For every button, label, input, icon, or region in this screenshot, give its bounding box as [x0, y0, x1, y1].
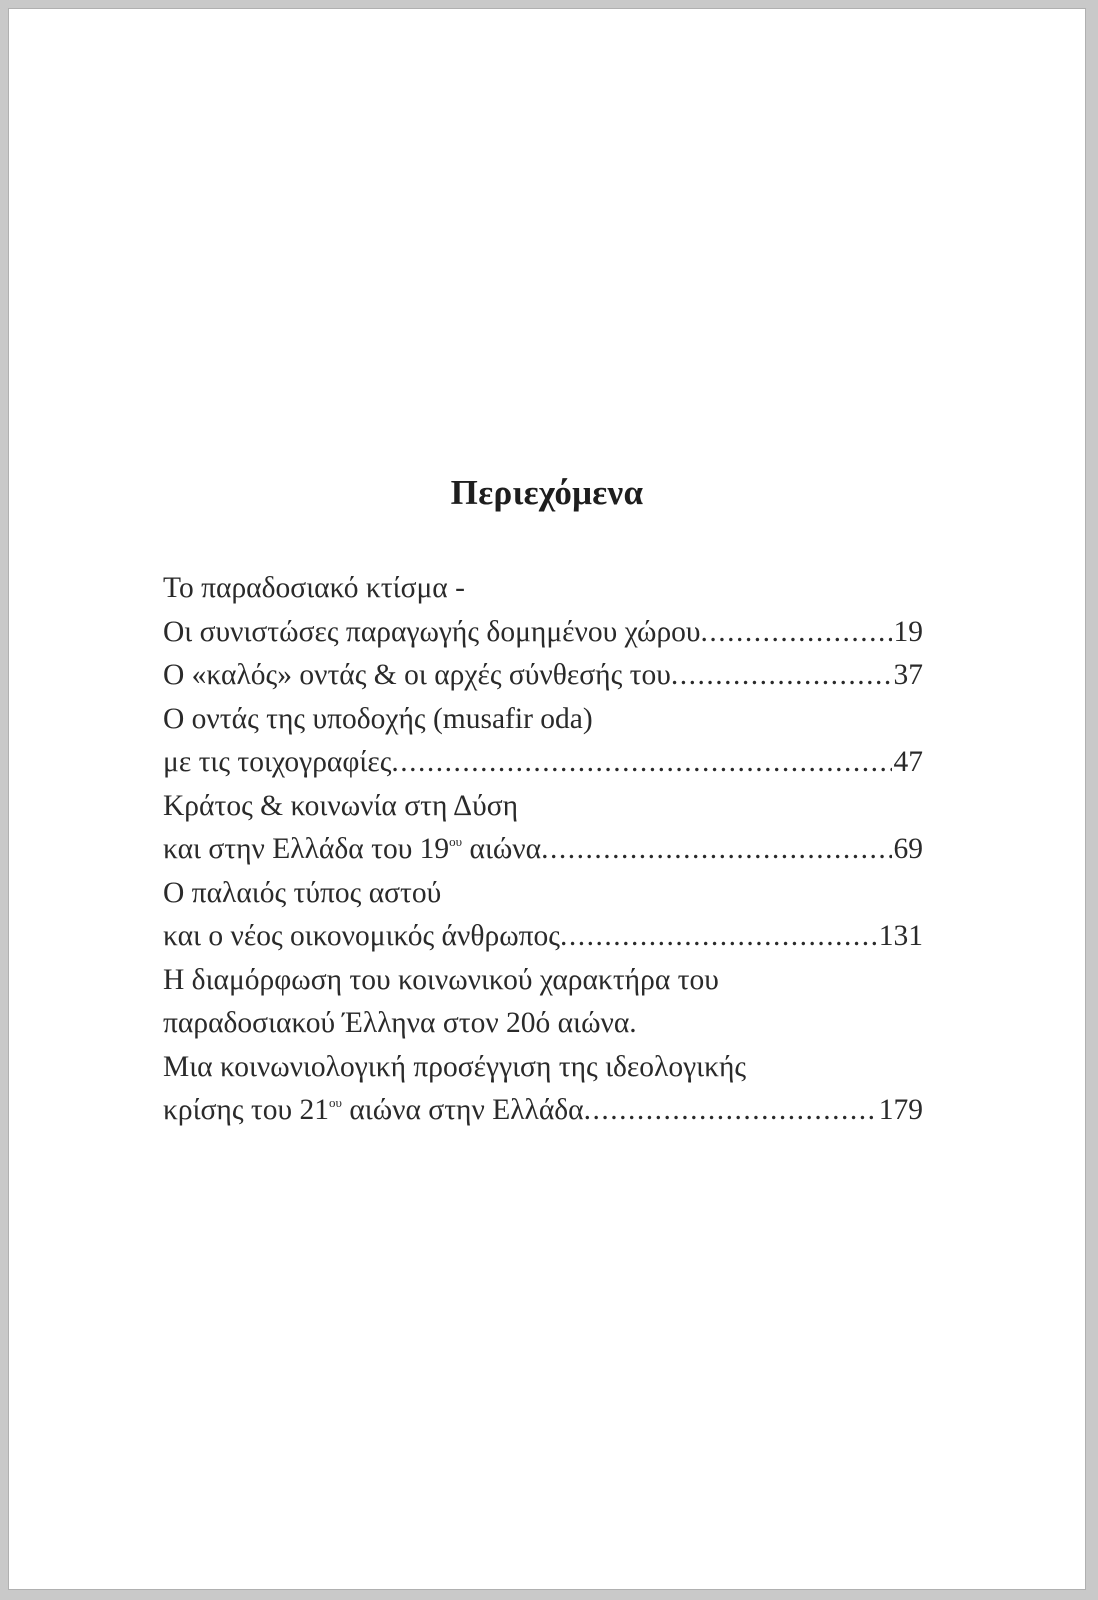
- dot-leader: [541, 828, 891, 872]
- toc-entry-text: Ο παλαιός τύπος αστού: [163, 876, 442, 909]
- dot-leader: [584, 1089, 877, 1133]
- toc-entry-text: Το παραδοσιακό κτίσμα -: [163, 572, 465, 604]
- toc-page-number: 69: [893, 833, 923, 865]
- toc-page-number: 37: [893, 659, 923, 691]
- toc-line: [163, 872, 923, 916]
- table-of-contents: [163, 567, 923, 1133]
- dot-leader: [560, 915, 877, 959]
- toc-line: [163, 1046, 923, 1090]
- toc-entry-text-part: αιώνα: [462, 833, 542, 865]
- toc-entry-text: Ο «καλός» οντάς & οι αρχές σύνθεσής του: [163, 659, 671, 691]
- page-title: Περιεχόμενα: [450, 473, 644, 512]
- toc-page-number: 47: [893, 746, 923, 778]
- document-page: [8, 8, 1086, 1590]
- toc-entry-text-part: αιώνα στην Ελλάδα: [341, 1094, 584, 1126]
- toc-entry-text: [163, 1089, 584, 1133]
- toc-line: [163, 959, 923, 1003]
- toc-entry-text: με τις τοιχογραφίες: [163, 746, 392, 778]
- toc-entry-text-part: και στην Ελλάδα του 19: [163, 833, 450, 865]
- toc-entry-text: Ο οντάς της υποδοχής (musafir oda): [163, 702, 593, 735]
- toc-line: [163, 1002, 923, 1046]
- toc-entry-text: Οι συνιστώσες παραγωγής δομημένου χώρου: [163, 615, 701, 648]
- toc-line: [163, 567, 923, 611]
- ordinal-superscript: ου: [329, 1095, 342, 1110]
- dot-leader: [701, 611, 892, 655]
- toc-line: [163, 741, 923, 785]
- toc-entry-text-part: κρίσης του 21: [163, 1094, 329, 1126]
- toc-line: [163, 828, 923, 872]
- dot-leader: [391, 741, 891, 785]
- toc-entry-text: Κράτος & κοινωνία στη Δύση: [163, 789, 519, 822]
- toc-entry-text: παραδοσιακού Έλληνα στον 20ό αιώνα.: [163, 1007, 637, 1039]
- toc-line: [163, 654, 923, 698]
- toc-line: [163, 785, 923, 829]
- toc-line: [163, 1089, 923, 1133]
- ordinal-superscript: ου: [449, 834, 463, 849]
- toc-line: [163, 611, 923, 655]
- toc-page-number: 179: [878, 1094, 923, 1126]
- toc-line: [163, 915, 923, 959]
- toc-line: [163, 698, 923, 742]
- toc-entry-text: Η διαμόρφωση του κοινωνικού χαρακτήρα του: [163, 963, 719, 996]
- toc-entry-text: [163, 828, 541, 872]
- toc-entry-text: Μια κοινωνιολογική προσέγγιση της ιδεολογικής: [163, 1050, 747, 1083]
- toc-page-number: 131: [878, 920, 923, 952]
- toc-page-number: 19: [893, 615, 923, 648]
- toc-entry-text: και ο νέος οικονομικός άνθρωπος: [163, 920, 560, 952]
- dot-leader: [671, 654, 892, 698]
